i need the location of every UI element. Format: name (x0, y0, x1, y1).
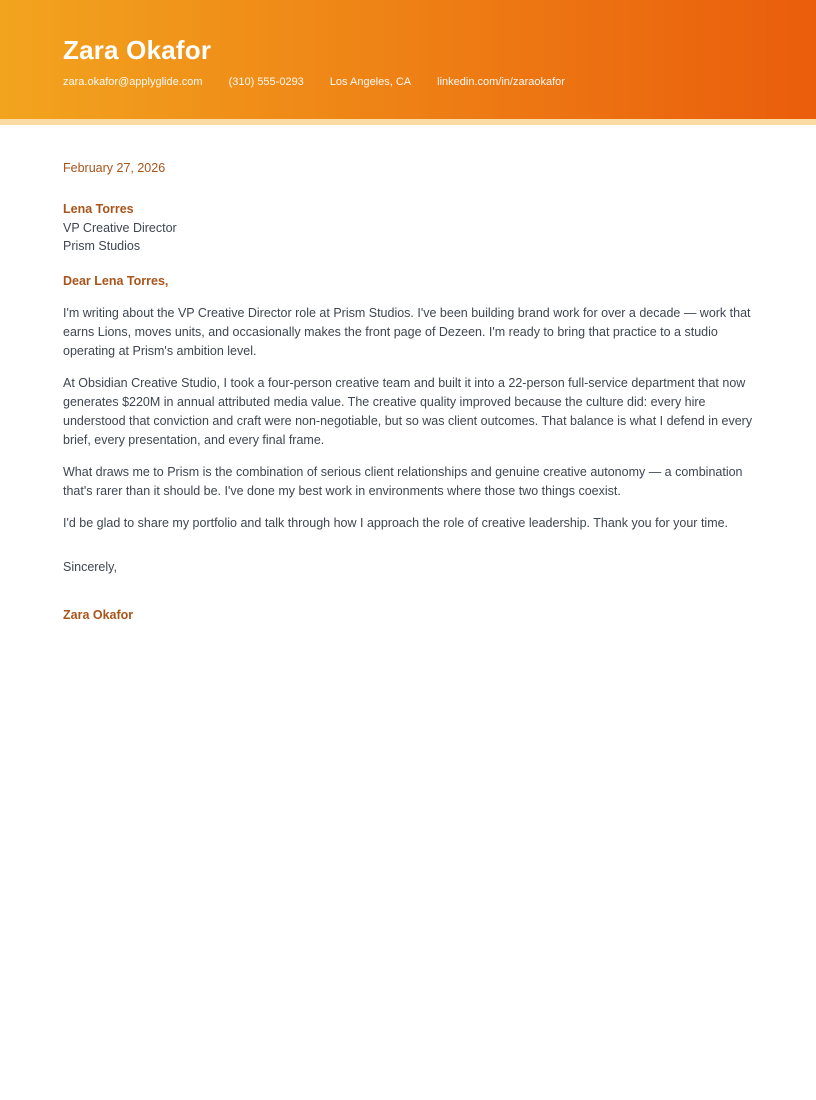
contact-row (63, 76, 753, 89)
contact-email: zara.okafor@applyglide.com (63, 76, 203, 88)
contact-location: Los Angeles, CA (329, 76, 412, 88)
contact-linkedin: linkedin.com/in/zaraokafor (437, 76, 565, 88)
closing: Sincerely, (63, 559, 117, 574)
applicant-name: Zara Okafor (63, 35, 212, 65)
letter-date: February 27, 2026 (63, 161, 166, 175)
accent-strip (0, 119, 816, 125)
salutation: Dear Lena Torres, (63, 273, 169, 288)
contact-phone: (310) 555-0293 (228, 76, 304, 88)
body-paragraph-2: At Obsidian Creative Studio, I took a four-person creative team and built it into a 22-person full-service department that now generates $220M in annual attributed media value. The creative quality improved because the culture did: every hire understood that conviction and craft were non-negotiable, but so was client outcomes. That balance is what I defend in every brief, every presentation, and every final frame. (63, 375, 753, 447)
recipient-title: VP Creative Director (63, 220, 177, 235)
body-paragraph-3: What draws me to Prism is the combination of serious client relationships and genuine creative autonomy — a combination that's rarer than it should be. I've done my best work in environments where those two things coexist. (63, 464, 743, 498)
letter-header (0, 0, 816, 119)
signature-name: Zara Okafor (63, 607, 134, 622)
body-paragraph-4: I'd be glad to share my portfolio and talk through how I approach the role of creative leadership. Thank you for your time. (63, 515, 729, 530)
letter-body (0, 159, 816, 625)
body-paragraph-1: I'm writing about the VP Creative Director role at Prism Studios. I've been building brand work for over a decade — work that earns Lions, moves units, and occasionally makes the front page of Dezeen. I'm ready to bring that practice to a studio operating at Prism's ambition level. (63, 305, 751, 358)
recipient-name: Lena Torres (63, 202, 134, 216)
recipient-company: Prism Studios (63, 239, 141, 253)
recipient-block (63, 200, 753, 256)
